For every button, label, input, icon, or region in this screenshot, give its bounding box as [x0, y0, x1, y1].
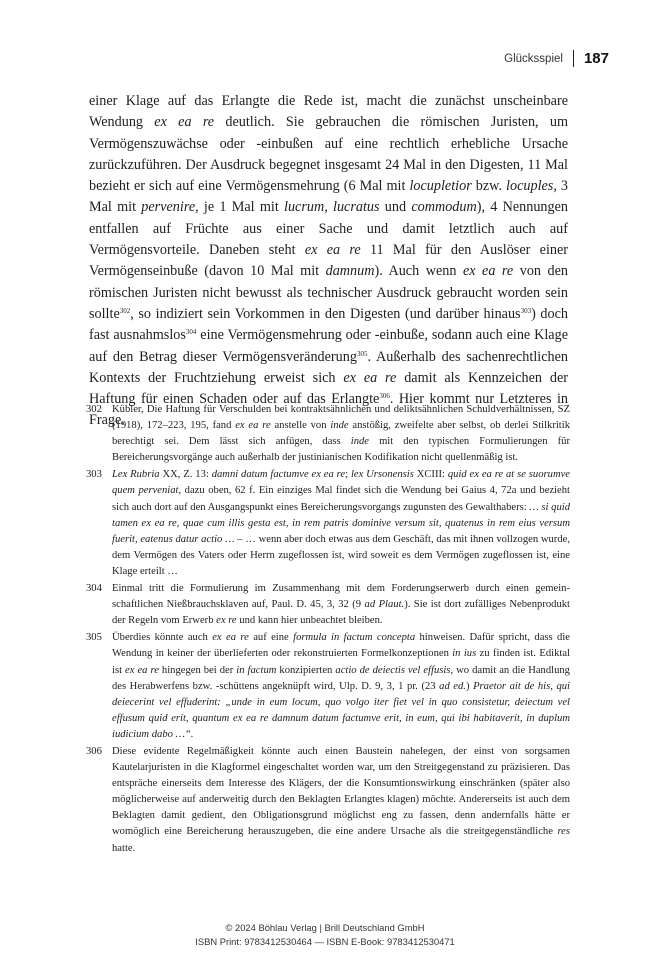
text-run: ). Auch wenn [374, 263, 463, 280]
footnote-ref: 303 [520, 306, 532, 315]
text-run: einer Klage auf das Erlangte die Rede ist, macht die zunächst unscheinbare Wendung [89, 93, 568, 131]
italic-text: damnum [325, 263, 375, 280]
header-divider [573, 50, 574, 67]
footnote-306 [86, 744, 570, 857]
italic-text: in ius [452, 648, 477, 660]
italic-text: commodum [411, 199, 477, 216]
copyright-line: © 2024 Böhlau Verlag | Brill Deutschland GmbH [225, 922, 425, 933]
italic-text: ex ea re [235, 420, 271, 432]
text-run: auf eine [248, 632, 294, 644]
italic-text: formula in factum concepta [293, 632, 416, 644]
text-run: zu finden ist. Ediktal ist [112, 648, 570, 676]
page-number: 187 [583, 50, 609, 67]
text-run: ) [465, 680, 474, 692]
text-run: eine Vermögensmehrung oder -einbuße, sodann auch eine Klage auf den Betrag dieser Vermögensveränderung [89, 327, 568, 365]
text-run: , je 1 Mal mit [195, 199, 285, 216]
text-run: , so indiziert sein Vorkommen in den Digesten (und darüber hinaus [130, 305, 521, 322]
italic-text: ex ea re [154, 114, 215, 131]
text-run: . Außerhalb des sachenrechtlichen Kontexts der Fruchtziehung erweist sich [89, 348, 568, 386]
text-run: Einmal tritt die Formulierung im Zusammenhang mit dem Forderungserwerb durch einen gemeinschaftlichen Nießbrauchsklaven auf, Paul. D. 45, 3, 32 (9 [112, 583, 570, 611]
main-paragraph [89, 91, 568, 432]
text-run: XX, Z. 13: [159, 469, 212, 481]
footnote-number: 304 [86, 583, 102, 595]
text-run: konzipierten [276, 664, 336, 676]
text-run: mit den typischen Formulierungen für Bereicherungsvorgänge auch außerhalb der justinianischen Kodifikation nicht quellenmäßig ist. [112, 436, 570, 464]
footnote-number: 302 [86, 404, 102, 415]
text-run: – … wenn aber doch etwas aus dem Geschäft, das mit ihnen vollzogen wurde, dem Vermögen des Vaters oder Herrn zugeflossen ist, wird soweit es dem Vermögen zugeflossen ist, eine Klage erteilt … [112, 533, 570, 577]
italic-text: ex ea re [125, 664, 159, 676]
text-run: und kann hier unbeachtet bleiben. [236, 615, 383, 627]
text-run: ). Sie ist dort zufälliges Nebenprodukt der Regeln vom Erwerb [112, 599, 570, 627]
text-run: ), 4 Nennungen entfallen auf Früchte aus einer Sache und damit letztlich auch auf Vermögensvorteile. Daneben steht [89, 199, 568, 259]
text-run: , dazu oben, 62 f. Ein einziges Mal findet sich die Wendung bei Gaius 4, 72a und bezieht sich auch dort auf den Ausgangspunkt eines Bereicherungsvorgangs zugunsten des Gewalthabers: [112, 485, 570, 513]
text-run: , 3 Mal mit [89, 178, 568, 216]
text-run: , wo damit an die Handlung des Herabwerfens bzw. -schüttens angeknüpft wird, Ulp. D. 9, 3, 1 pr. (23 [112, 664, 570, 692]
italic-text: Praetor ait de his, qui deiecerint vel effuderint: „unde in eum locum, quo volgo iter fiet vel in quo consistetur, deiectum vel effusum quid erit, quantum ex ea re damnum datum factumve erit, in eum, qui ibi habitaverit, in duplum iudicium dabo …“. [112, 680, 570, 740]
footnote-303 [86, 467, 570, 580]
italic-text: res [557, 826, 570, 838]
footnote-305 [86, 630, 570, 743]
footnotes [86, 402, 570, 858]
footnote-ref: 302 [119, 306, 131, 315]
footnote-ref: 306 [379, 392, 390, 401]
text-run: 11 Mal für den Auslöser einer Vermögenseinbuße (davon 10 Mal mit [89, 242, 569, 280]
text-run: hatte. [112, 842, 136, 854]
footnote-number: 305 [86, 632, 102, 644]
page-footer [0, 921, 650, 948]
text-run: bzw. [471, 178, 507, 195]
text-run: Überdies könnte auch [112, 632, 213, 644]
footnote-number: 306 [86, 745, 102, 757]
italic-text: ex ea re [462, 263, 514, 280]
italic-text: locuples [506, 178, 554, 195]
italic-text: ex ea re [304, 242, 361, 259]
italic-text: inde [350, 436, 369, 448]
italic-text: damni datum factumve ex ea re [211, 469, 346, 481]
italic-text: actio de deiectis vel effusis [335, 664, 451, 676]
italic-text: lex Ursonensis [350, 469, 414, 481]
italic-text: ex ea re [343, 369, 397, 386]
italic-text: in factum [236, 664, 277, 676]
footnote-ref: 305 [356, 349, 368, 358]
text-run: deutlich. Sie gebrauchen die römischen Juristen, um Vermögenszuwächse oder -einbußen auf eine rechtlich erhebliche Ursache zurückzuführen. Der Ausdruck begegnet insgesamt 24 Mal in den Digesten, 11 Mal bezieht er sich auf eine Vermögensmehrung (6 Mal mit [89, 114, 568, 195]
italic-text: inde [330, 420, 349, 432]
text-run: von den römischen Juristen nicht bewusst als technischer Ausdruck gebraucht worden sein sollte [89, 263, 568, 322]
italic-text: lucrum [284, 199, 325, 216]
text-run: ) doch fast ausnahmslos [89, 305, 568, 344]
text-run: ; [345, 469, 351, 481]
text-run: anstößig, zweifelte aber selbst, ob derlei Stilkritik berechtigt sei. Dem lässt sich anfügen, dass [112, 420, 570, 448]
italic-text: lucratus [333, 199, 380, 216]
italic-text: pervenire [141, 199, 196, 216]
italic-text: … si quid tamen ex ea re, quae cum illis gesta est, in rem patris dominive versum sit, quatenus in rem eius versum fuerit, eatenus datur actio … [112, 501, 570, 545]
section-title: Glücksspiel [504, 52, 563, 65]
italic-text: ad Plaut. [364, 599, 405, 611]
italic-text: ex re [216, 615, 237, 627]
text-run: XCIII: [413, 469, 448, 481]
italic-text: ad ed. [439, 680, 466, 692]
text-run: , [324, 199, 334, 216]
text-run: . Hier kommt nur Letzteres in Frage. [89, 391, 568, 429]
italic-text: locupletior [409, 178, 472, 195]
italic-text: Lex Rubria [112, 469, 160, 481]
text-run: hingegen bei der [158, 664, 237, 676]
footnote-ref: 304 [185, 328, 197, 337]
isbn-line: ISBN Print: 9783412530464 — ISBN E-Book: 9783412530471 [195, 935, 455, 947]
text-run: damit als Kennzeichen der Haftung für einen Schaden oder auf das Erlangte [89, 369, 568, 408]
text-run: und [379, 199, 412, 216]
text-run: anstelle von [270, 420, 331, 432]
footnote-number: 303 [86, 469, 102, 481]
italic-text: ex ea re [212, 632, 249, 644]
footnote-304 [86, 581, 570, 629]
text-run: hinweisen. Dafür spricht, dass die Wendung in keiner der überlieferten oder rekonstruierten Formelkonzeptionen [112, 632, 570, 660]
text-run: Diese evidente Regelmäßigkeit könnte auch einen Baustein nahelegen, der einst von sorgsamen Kautelarjuristen in die Klagformel eingeschaltet worden war, um den Streitgegenstand zu präzisieren. Das entspräche einerseits dem Interesse des Klägers, der die Konsumtionswirkung einschränken (später also möglicherweise auf anderweitig durch den Beklagten Erlangtes klagen) möchte. Andererseits ist auch dem Beklagten damit gedient, den Obligationsgrund möglichst eng zu fassen, denn andernfalls hätte er womöglich eine Bereicherung herauszugeben, die eine andere Ursache als die streitgegenständliche [112, 745, 570, 838]
running-header [504, 50, 609, 67]
italic-text: quid ex ea re at se suorumve quem perveniat [112, 469, 570, 497]
footnote-302 [86, 402, 570, 466]
text-run: Kübler, Die Haftung für Verschulden bei kontraktsähnlichen und deliktsähnlichen Schuldverhältnissen, SZ (1918), 172–223, 195, fand [112, 404, 570, 432]
